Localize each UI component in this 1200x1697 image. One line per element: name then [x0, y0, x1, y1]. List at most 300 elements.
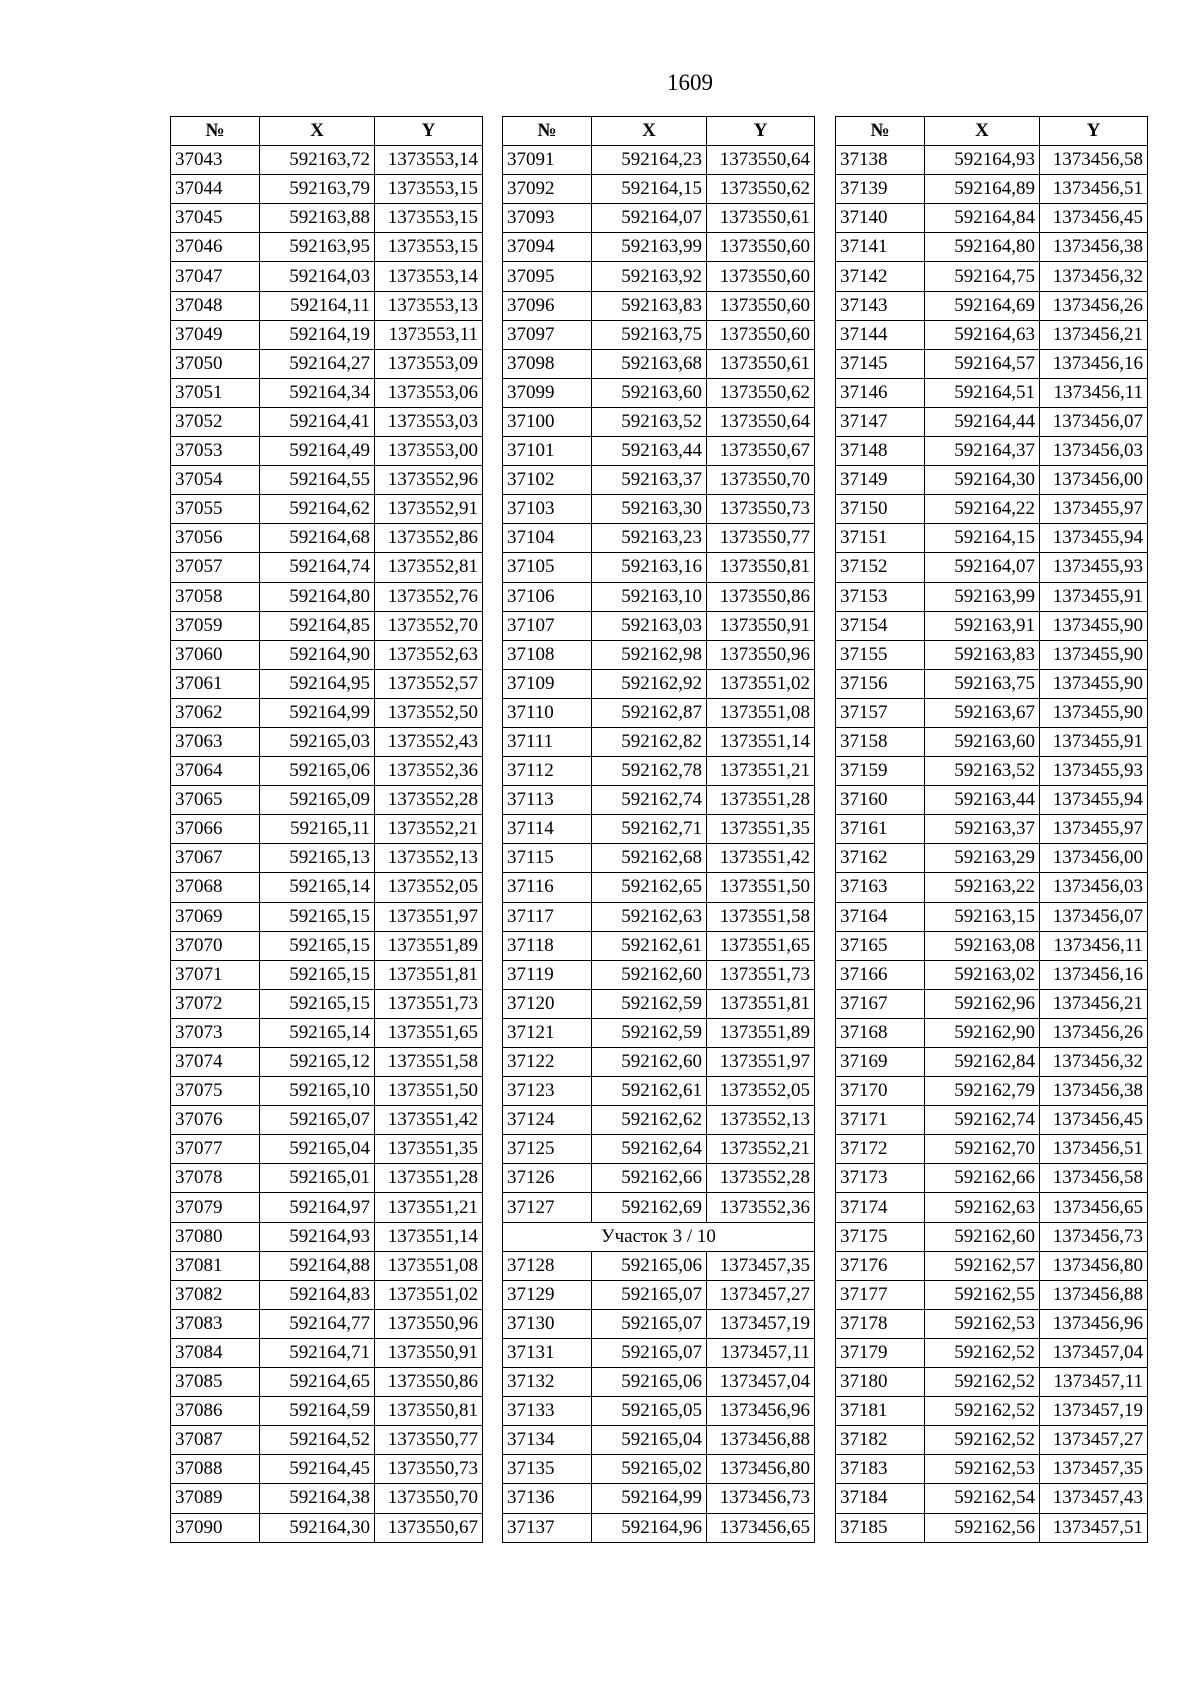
y-coordinate-cell: 1373552,05 — [375, 873, 483, 902]
y-coordinate-cell: 1373455,94 — [1040, 786, 1148, 815]
point-number-cell: 37061 — [171, 669, 260, 698]
point-number-cell: 37044 — [171, 175, 260, 204]
point-number-cell: 37075 — [171, 1077, 260, 1106]
table-row — [503, 582, 815, 611]
point-number-cell: 37072 — [171, 989, 260, 1018]
point-number-cell: 37087 — [171, 1426, 260, 1455]
point-number-cell: 37127 — [503, 1193, 592, 1222]
point-number-cell: 37156 — [836, 669, 925, 698]
point-number-cell: 37138 — [836, 146, 925, 175]
point-number-cell: 37122 — [503, 1048, 592, 1077]
point-number-cell: 37166 — [836, 960, 925, 989]
table-row — [171, 989, 483, 1018]
y-coordinate-cell: 1373553,06 — [375, 378, 483, 407]
table-row — [171, 698, 483, 727]
x-coordinate-cell: 592162,84 — [925, 1048, 1040, 1077]
point-number-cell: 37180 — [836, 1368, 925, 1397]
table-row — [503, 611, 815, 640]
y-coordinate-cell: 1373551,28 — [707, 786, 815, 815]
x-coordinate-cell: 592163,44 — [925, 786, 1040, 815]
y-coordinate-cell: 1373456,03 — [1040, 873, 1148, 902]
x-coordinate-cell: 592165,12 — [260, 1048, 375, 1077]
point-number-cell: 37184 — [836, 1484, 925, 1513]
x-coordinate-cell: 592164,55 — [260, 466, 375, 495]
y-coordinate-cell: 1373552,28 — [707, 1164, 815, 1193]
header-x: X — [925, 117, 1040, 146]
point-number-cell: 37085 — [171, 1368, 260, 1397]
x-coordinate-cell: 592162,66 — [592, 1164, 707, 1193]
table-row — [171, 262, 483, 291]
x-coordinate-cell: 592163,37 — [592, 466, 707, 495]
table-row — [171, 1397, 483, 1426]
y-coordinate-cell: 1373552,86 — [375, 524, 483, 553]
y-coordinate-cell: 1373456,80 — [707, 1455, 815, 1484]
y-coordinate-cell: 1373550,77 — [375, 1426, 483, 1455]
table-row — [503, 757, 815, 786]
point-number-cell: 37155 — [836, 640, 925, 669]
x-coordinate-cell: 592164,99 — [260, 698, 375, 727]
y-coordinate-cell: 1373456,45 — [1040, 1106, 1148, 1135]
x-coordinate-cell: 592162,70 — [925, 1135, 1040, 1164]
y-coordinate-cell: 1373456,07 — [1040, 902, 1148, 931]
y-coordinate-cell: 1373551,42 — [375, 1106, 483, 1135]
table-row — [836, 582, 1148, 611]
table-row — [171, 669, 483, 698]
table-row — [836, 1513, 1148, 1542]
table-row — [171, 1338, 483, 1367]
table-row — [171, 640, 483, 669]
point-number-cell: 37177 — [836, 1280, 925, 1309]
y-coordinate-cell: 1373456,03 — [1040, 437, 1148, 466]
y-coordinate-cell: 1373550,70 — [375, 1484, 483, 1513]
table-row — [503, 378, 815, 407]
point-number-cell: 37067 — [171, 844, 260, 873]
x-coordinate-cell: 592164,85 — [260, 611, 375, 640]
table-row — [503, 291, 815, 320]
y-coordinate-cell: 1373550,60 — [707, 320, 815, 349]
coordinates-table-1 — [170, 116, 483, 1543]
x-coordinate-cell: 592164,15 — [925, 524, 1040, 553]
point-number-cell: 37157 — [836, 698, 925, 727]
point-number-cell: 37118 — [503, 931, 592, 960]
table-row — [836, 1251, 1148, 1280]
table-row — [836, 553, 1148, 582]
x-coordinate-cell: 592164,41 — [260, 407, 375, 436]
y-coordinate-cell: 1373553,13 — [375, 291, 483, 320]
y-coordinate-cell: 1373551,97 — [375, 902, 483, 931]
x-coordinate-cell: 592165,09 — [260, 786, 375, 815]
table-row — [171, 1048, 483, 1077]
table-row — [503, 844, 815, 873]
header-number: № — [836, 117, 925, 146]
table-row — [503, 931, 815, 960]
x-coordinate-cell: 592163,75 — [925, 669, 1040, 698]
x-coordinate-cell: 592163,44 — [592, 437, 707, 466]
header-number: № — [171, 117, 260, 146]
point-number-cell: 37131 — [503, 1338, 592, 1367]
y-coordinate-cell: 1373551,81 — [707, 989, 815, 1018]
x-coordinate-cell: 592162,60 — [592, 1048, 707, 1077]
table-row — [836, 175, 1148, 204]
x-coordinate-cell: 592162,60 — [925, 1222, 1040, 1251]
point-number-cell: 37181 — [836, 1397, 925, 1426]
x-coordinate-cell: 592162,62 — [592, 1106, 707, 1135]
table-row — [836, 727, 1148, 756]
table-row — [836, 1426, 1148, 1455]
table-row — [836, 466, 1148, 495]
x-coordinate-cell: 592165,01 — [260, 1164, 375, 1193]
y-coordinate-cell: 1373552,36 — [707, 1193, 815, 1222]
y-coordinate-cell: 1373455,91 — [1040, 727, 1148, 756]
x-coordinate-cell: 592164,77 — [260, 1309, 375, 1338]
table-row — [171, 1426, 483, 1455]
table-row — [836, 378, 1148, 407]
point-number-cell: 37070 — [171, 931, 260, 960]
table-row — [171, 349, 483, 378]
x-coordinate-cell: 592163,60 — [925, 727, 1040, 756]
point-number-cell: 37043 — [171, 146, 260, 175]
x-coordinate-cell: 592165,10 — [260, 1077, 375, 1106]
y-coordinate-cell: 1373552,13 — [375, 844, 483, 873]
y-coordinate-cell: 1373550,62 — [707, 175, 815, 204]
y-coordinate-cell: 1373455,93 — [1040, 757, 1148, 786]
x-coordinate-cell: 592164,45 — [260, 1455, 375, 1484]
table-row — [503, 1135, 815, 1164]
table-row — [836, 757, 1148, 786]
table-row — [836, 1048, 1148, 1077]
point-number-cell: 37119 — [503, 960, 592, 989]
section-row — [503, 1222, 815, 1251]
point-number-cell: 37096 — [503, 291, 592, 320]
x-coordinate-cell: 592163,08 — [925, 931, 1040, 960]
x-coordinate-cell: 592164,89 — [925, 175, 1040, 204]
y-coordinate-cell: 1373457,35 — [707, 1251, 815, 1280]
table-row — [171, 582, 483, 611]
x-coordinate-cell: 592162,64 — [592, 1135, 707, 1164]
x-coordinate-cell: 592164,37 — [925, 437, 1040, 466]
table-row — [171, 175, 483, 204]
x-coordinate-cell: 592162,52 — [925, 1397, 1040, 1426]
table-row — [503, 437, 815, 466]
y-coordinate-cell: 1373457,19 — [707, 1309, 815, 1338]
x-coordinate-cell: 592163,02 — [925, 960, 1040, 989]
point-number-cell: 37110 — [503, 698, 592, 727]
point-number-cell: 37170 — [836, 1077, 925, 1106]
point-number-cell: 37165 — [836, 931, 925, 960]
table-row — [503, 1280, 815, 1309]
x-coordinate-cell: 592162,59 — [592, 1018, 707, 1047]
x-coordinate-cell: 592164,74 — [260, 553, 375, 582]
table-row — [503, 1397, 815, 1426]
table-row — [836, 611, 1148, 640]
point-number-cell: 37183 — [836, 1455, 925, 1484]
point-number-cell: 37073 — [171, 1018, 260, 1047]
x-coordinate-cell: 592162,60 — [592, 960, 707, 989]
y-coordinate-cell: 1373552,76 — [375, 582, 483, 611]
table-row — [171, 320, 483, 349]
x-coordinate-cell: 592165,07 — [592, 1309, 707, 1338]
point-number-cell: 37171 — [836, 1106, 925, 1135]
y-coordinate-cell: 1373551,58 — [707, 902, 815, 931]
y-coordinate-cell: 1373550,60 — [707, 262, 815, 291]
point-number-cell: 37178 — [836, 1309, 925, 1338]
point-number-cell: 37074 — [171, 1048, 260, 1077]
x-coordinate-cell: 592163,16 — [592, 553, 707, 582]
x-coordinate-cell: 592162,74 — [925, 1106, 1040, 1135]
y-coordinate-cell: 1373551,42 — [707, 844, 815, 873]
y-coordinate-cell: 1373551,50 — [375, 1077, 483, 1106]
table-row — [171, 1106, 483, 1135]
table-row — [171, 1368, 483, 1397]
table-row — [836, 844, 1148, 873]
y-coordinate-cell: 1373456,58 — [1040, 146, 1148, 175]
x-coordinate-cell: 592163,95 — [260, 233, 375, 262]
y-coordinate-cell: 1373552,70 — [375, 611, 483, 640]
table-row — [503, 1048, 815, 1077]
y-coordinate-cell: 1373456,51 — [1040, 175, 1148, 204]
table-row — [836, 204, 1148, 233]
table-row — [836, 873, 1148, 902]
table-row — [503, 1484, 815, 1513]
table-row — [171, 378, 483, 407]
x-coordinate-cell: 592162,56 — [925, 1513, 1040, 1542]
table-row — [171, 931, 483, 960]
y-coordinate-cell: 1373455,90 — [1040, 669, 1148, 698]
point-number-cell: 37123 — [503, 1077, 592, 1106]
x-coordinate-cell: 592163,83 — [592, 291, 707, 320]
point-number-cell: 37163 — [836, 873, 925, 902]
table-row — [171, 437, 483, 466]
header-row — [171, 117, 483, 146]
table-row — [503, 640, 815, 669]
x-coordinate-cell: 592162,69 — [592, 1193, 707, 1222]
y-coordinate-cell: 1373550,81 — [375, 1397, 483, 1426]
x-coordinate-cell: 592162,59 — [592, 989, 707, 1018]
x-coordinate-cell: 592163,92 — [592, 262, 707, 291]
y-coordinate-cell: 1373551,73 — [707, 960, 815, 989]
table-row — [503, 1251, 815, 1280]
y-coordinate-cell: 1373457,35 — [1040, 1455, 1148, 1484]
x-coordinate-cell: 592162,66 — [925, 1164, 1040, 1193]
x-coordinate-cell: 592162,79 — [925, 1077, 1040, 1106]
table-row — [171, 524, 483, 553]
table-row — [503, 815, 815, 844]
x-coordinate-cell: 592164,30 — [925, 466, 1040, 495]
x-coordinate-cell: 592164,97 — [260, 1193, 375, 1222]
y-coordinate-cell: 1373457,43 — [1040, 1484, 1148, 1513]
x-coordinate-cell: 592165,06 — [592, 1251, 707, 1280]
x-coordinate-cell: 592165,06 — [592, 1368, 707, 1397]
y-coordinate-cell: 1373550,60 — [707, 233, 815, 262]
y-coordinate-cell: 1373457,11 — [707, 1338, 815, 1367]
table-row — [171, 902, 483, 931]
table-row — [836, 1309, 1148, 1338]
y-coordinate-cell: 1373456,26 — [1040, 291, 1148, 320]
x-coordinate-cell: 592163,23 — [592, 524, 707, 553]
point-number-cell: 37145 — [836, 349, 925, 378]
x-coordinate-cell: 592164,07 — [592, 204, 707, 233]
table-row — [836, 1018, 1148, 1047]
table-row — [171, 815, 483, 844]
table-row — [503, 1426, 815, 1455]
y-coordinate-cell: 1373550,73 — [707, 495, 815, 524]
table-row — [836, 495, 1148, 524]
y-coordinate-cell: 1373550,61 — [707, 204, 815, 233]
table-row — [836, 1338, 1148, 1367]
point-number-cell: 37111 — [503, 727, 592, 756]
table-row — [503, 1368, 815, 1397]
point-number-cell: 37046 — [171, 233, 260, 262]
x-coordinate-cell: 592164,63 — [925, 320, 1040, 349]
point-number-cell: 37116 — [503, 873, 592, 902]
table-row — [171, 1484, 483, 1513]
point-number-cell: 37117 — [503, 902, 592, 931]
table-row — [836, 1077, 1148, 1106]
table-row — [171, 291, 483, 320]
table-row — [503, 698, 815, 727]
table-row — [503, 1193, 815, 1222]
point-number-cell: 37056 — [171, 524, 260, 553]
x-coordinate-cell: 592164,96 — [592, 1513, 707, 1542]
y-coordinate-cell: 1373551,08 — [707, 698, 815, 727]
x-coordinate-cell: 592164,52 — [260, 1426, 375, 1455]
table-row — [503, 466, 815, 495]
y-coordinate-cell: 1373551,28 — [375, 1164, 483, 1193]
point-number-cell: 37167 — [836, 989, 925, 1018]
x-coordinate-cell: 592162,68 — [592, 844, 707, 873]
y-coordinate-cell: 1373550,91 — [375, 1338, 483, 1367]
table-row — [836, 669, 1148, 698]
table-row — [836, 291, 1148, 320]
table-row — [171, 1193, 483, 1222]
table-row — [836, 1397, 1148, 1426]
point-number-cell: 37051 — [171, 378, 260, 407]
table-row — [836, 960, 1148, 989]
point-number-cell: 37125 — [503, 1135, 592, 1164]
y-coordinate-cell: 1373551,81 — [375, 960, 483, 989]
point-number-cell: 37106 — [503, 582, 592, 611]
point-number-cell: 37093 — [503, 204, 592, 233]
point-number-cell: 37121 — [503, 1018, 592, 1047]
x-coordinate-cell: 592162,90 — [925, 1018, 1040, 1047]
table-row — [836, 931, 1148, 960]
table-row — [171, 204, 483, 233]
x-coordinate-cell: 592163,72 — [260, 146, 375, 175]
x-coordinate-cell: 592162,52 — [925, 1368, 1040, 1397]
point-number-cell: 37089 — [171, 1484, 260, 1513]
y-coordinate-cell: 1373550,73 — [375, 1455, 483, 1484]
header-number: № — [503, 117, 592, 146]
point-number-cell: 37108 — [503, 640, 592, 669]
x-coordinate-cell: 592163,52 — [592, 407, 707, 436]
y-coordinate-cell: 1373553,15 — [375, 204, 483, 233]
x-coordinate-cell: 592163,79 — [260, 175, 375, 204]
y-coordinate-cell: 1373456,96 — [707, 1397, 815, 1426]
point-number-cell: 37064 — [171, 757, 260, 786]
y-coordinate-cell: 1373552,21 — [707, 1135, 815, 1164]
table-row — [836, 1484, 1148, 1513]
table-row — [503, 902, 815, 931]
point-number-cell: 37097 — [503, 320, 592, 349]
y-coordinate-cell: 1373456,38 — [1040, 233, 1148, 262]
x-coordinate-cell: 592164,95 — [260, 669, 375, 698]
y-coordinate-cell: 1373455,97 — [1040, 815, 1148, 844]
header-y: Y — [375, 117, 483, 146]
point-number-cell: 37103 — [503, 495, 592, 524]
point-number-cell: 37143 — [836, 291, 925, 320]
point-number-cell: 37053 — [171, 437, 260, 466]
x-coordinate-cell: 592162,96 — [925, 989, 1040, 1018]
point-number-cell: 37057 — [171, 553, 260, 582]
table-row — [171, 1135, 483, 1164]
y-coordinate-cell: 1373456,38 — [1040, 1077, 1148, 1106]
y-coordinate-cell: 1373551,35 — [375, 1135, 483, 1164]
point-number-cell: 37104 — [503, 524, 592, 553]
coordinates-table-2 — [502, 116, 815, 1543]
table-row — [836, 902, 1148, 931]
y-coordinate-cell: 1373457,51 — [1040, 1513, 1148, 1542]
point-number-cell: 37063 — [171, 727, 260, 756]
y-coordinate-cell: 1373550,77 — [707, 524, 815, 553]
point-number-cell: 37090 — [171, 1513, 260, 1542]
x-coordinate-cell: 592165,07 — [592, 1280, 707, 1309]
y-coordinate-cell: 1373552,50 — [375, 698, 483, 727]
x-coordinate-cell: 592163,30 — [592, 495, 707, 524]
x-coordinate-cell: 592162,74 — [592, 786, 707, 815]
x-coordinate-cell: 592165,15 — [260, 902, 375, 931]
point-number-cell: 37149 — [836, 466, 925, 495]
x-coordinate-cell: 592165,04 — [592, 1426, 707, 1455]
y-coordinate-cell: 1373456,58 — [1040, 1164, 1148, 1193]
x-coordinate-cell: 592163,99 — [925, 582, 1040, 611]
x-coordinate-cell: 592162,92 — [592, 669, 707, 698]
y-coordinate-cell: 1373456,65 — [1040, 1193, 1148, 1222]
table-row — [503, 873, 815, 902]
point-number-cell: 37052 — [171, 407, 260, 436]
point-number-cell: 37130 — [503, 1309, 592, 1338]
point-number-cell: 37115 — [503, 844, 592, 873]
point-number-cell: 37148 — [836, 437, 925, 466]
x-coordinate-cell: 592164,51 — [925, 378, 1040, 407]
x-coordinate-cell: 592164,15 — [592, 175, 707, 204]
y-coordinate-cell: 1373457,27 — [1040, 1426, 1148, 1455]
point-number-cell: 37152 — [836, 553, 925, 582]
point-number-cell: 37098 — [503, 349, 592, 378]
x-coordinate-cell: 592164,30 — [260, 1513, 375, 1542]
point-number-cell: 37175 — [836, 1222, 925, 1251]
y-coordinate-cell: 1373456,32 — [1040, 1048, 1148, 1077]
y-coordinate-cell: 1373455,90 — [1040, 640, 1148, 669]
y-coordinate-cell: 1373456,88 — [1040, 1280, 1148, 1309]
x-coordinate-cell: 592162,61 — [592, 1077, 707, 1106]
y-coordinate-cell: 1373456,32 — [1040, 262, 1148, 291]
point-number-cell: 37049 — [171, 320, 260, 349]
x-coordinate-cell: 592164,27 — [260, 349, 375, 378]
point-number-cell: 37113 — [503, 786, 592, 815]
x-coordinate-cell: 592163,29 — [925, 844, 1040, 873]
table-row — [171, 1222, 483, 1251]
point-number-cell: 37079 — [171, 1193, 260, 1222]
point-number-cell: 37162 — [836, 844, 925, 873]
y-coordinate-cell: 1373551,14 — [707, 727, 815, 756]
point-number-cell: 37081 — [171, 1251, 260, 1280]
point-number-cell: 37054 — [171, 466, 260, 495]
point-number-cell: 37172 — [836, 1135, 925, 1164]
y-coordinate-cell: 1373456,00 — [1040, 844, 1148, 873]
x-coordinate-cell: 592164,83 — [260, 1280, 375, 1309]
x-coordinate-cell: 592163,75 — [592, 320, 707, 349]
table-row — [171, 466, 483, 495]
